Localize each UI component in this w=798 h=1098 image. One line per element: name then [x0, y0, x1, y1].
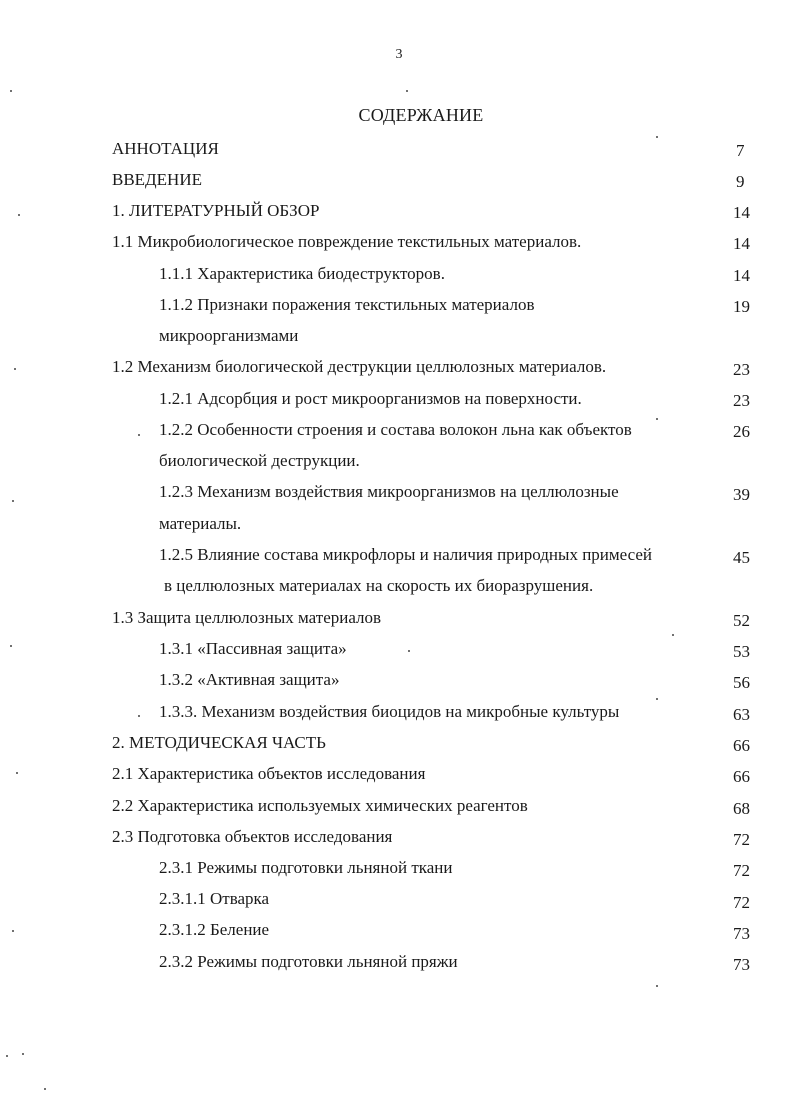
scan-speck	[408, 650, 410, 652]
scan-speck	[656, 698, 658, 700]
toc-page-1-1-1: 14	[733, 266, 750, 285]
toc-page-1-3-3: 63	[733, 705, 750, 724]
scan-speck	[16, 772, 18, 774]
toc-entry-introduction: ВВЕДЕНИЕ	[112, 170, 202, 189]
toc-page-2-3-1-2: 73	[733, 924, 750, 943]
toc-page-2: 66	[733, 736, 750, 755]
toc-page-2-2: 68	[733, 799, 750, 818]
toc-entry-1-2-1: 1.2.1 Адсорбция и рост микроорганизмов на поверхности.	[159, 389, 582, 408]
toc-page-1-2: 23	[733, 360, 750, 379]
toc-entry-1-2-5-cont: в целлюлозных материалах на скорость их биоразрушения.	[164, 576, 594, 595]
toc-entry-2-3-1: 2.3.1 Режимы подготовки льняной ткани	[159, 858, 453, 877]
toc-page-1-3-2: 56	[733, 673, 750, 692]
scan-speck	[10, 645, 12, 647]
toc-entry-1-1-1: 1.1.1 Характеристика биодеструкторов.	[159, 264, 445, 283]
toc-page-1-3: 52	[733, 611, 750, 630]
toc-page-introduction: 9	[736, 172, 745, 191]
toc-entry-annotation: АННОТАЦИЯ	[112, 139, 219, 158]
toc-entry-2-2: 2.2 Характеристика используемых химических реагентов	[112, 796, 528, 815]
toc-entry-1-1-2: 1.1.2 Признаки поражения текстильных материалов	[159, 295, 535, 314]
toc-entry-2-3-2: 2.3.2 Режимы подготовки льняной пряжи	[159, 952, 458, 971]
toc-page-1-2-2: 26	[733, 422, 750, 441]
toc-page-1: 14	[733, 203, 750, 222]
scan-speck	[656, 985, 658, 987]
toc-entry-2: 2. МЕТОДИЧЕСКАЯ ЧАСТЬ	[112, 733, 326, 752]
toc-entry-1-3: 1.3 Защита целлюлозных материалов	[112, 608, 382, 627]
scan-speck	[656, 418, 658, 420]
toc-entry-1-1: 1.1 Микробиологическое повреждение текстильных материалов.	[112, 232, 582, 251]
toc-entry-1-3-2: 1.3.2 «Активная защита»	[159, 670, 340, 689]
toc-title: СОДЕРЖАНИЕ	[358, 105, 484, 125]
toc-page-2-3-1: 72	[733, 861, 750, 880]
toc-page-1-2-3: 39	[733, 485, 750, 504]
scan-speck	[138, 715, 140, 717]
scan-speck	[14, 368, 16, 370]
toc-entry-2-3: 2.3 Подготовка объектов исследования	[112, 827, 393, 846]
toc-entry-2-3-1-2: 2.3.1.2 Беление	[159, 920, 270, 939]
toc-page-2-3-2: 73	[733, 955, 750, 974]
scan-speck	[12, 500, 14, 502]
toc-entry-1-2-3: 1.2.3 Механизм воздействия микроорганизмов на целлюлозные	[159, 482, 619, 501]
scan-speck	[406, 90, 408, 92]
scan-speck	[18, 214, 20, 216]
toc-page-2-3-1-1: 72	[733, 893, 750, 912]
toc-page-2-1: 66	[733, 767, 750, 786]
toc-page-1-2-1: 23	[733, 391, 750, 410]
toc-entry-2-3-1-1: 2.3.1.1 Отварка	[159, 889, 270, 908]
scan-speck	[138, 434, 140, 436]
page-number: 3	[395, 47, 403, 62]
toc-entry-1-2-2: 1.2.2 Особенности строения и состава волокон льна как объектов	[159, 420, 632, 439]
toc-page-annotation: 7	[736, 141, 745, 160]
toc-entry-1: 1. ЛИТЕРАТУРНЫЙ ОБЗОР	[112, 201, 320, 220]
scan-speck	[6, 1055, 8, 1057]
scan-speck	[22, 1053, 24, 1055]
toc-page-2-3: 72	[733, 830, 750, 849]
toc-entry-2-1: 2.1 Характеристика объектов исследования	[112, 764, 426, 783]
scan-speck	[672, 634, 674, 636]
toc-entry-1-2: 1.2 Механизм биологической деструкции целлюлозных материалов.	[112, 357, 607, 376]
toc-entry-1-1-2-cont: микроорганизмами	[159, 326, 299, 345]
toc-entry-1-2-3-cont: материалы.	[159, 514, 242, 533]
toc-entry-1-2-5: 1.2.5 Влияние состава микрофлоры и наличия природных примесей	[159, 545, 653, 564]
toc-entry-1-3-3: 1.3.3. Механизм воздействия биоцидов на микробные культуры	[159, 702, 620, 721]
scan-speck	[656, 136, 658, 138]
toc-entry-1-2-2-cont: биологической деструкции.	[159, 451, 360, 470]
toc-page-1-3-1: 53	[733, 642, 750, 661]
scan-speck	[12, 930, 14, 932]
toc-page-1-1-2: 19	[733, 297, 750, 316]
scan-speck	[10, 90, 12, 92]
toc-page-1-1: 14	[733, 234, 750, 253]
toc-entry-1-3-1: 1.3.1 «Пассивная защита»	[159, 639, 347, 658]
toc-page-1-2-5: 45	[733, 548, 750, 567]
scan-speck	[44, 1088, 46, 1090]
